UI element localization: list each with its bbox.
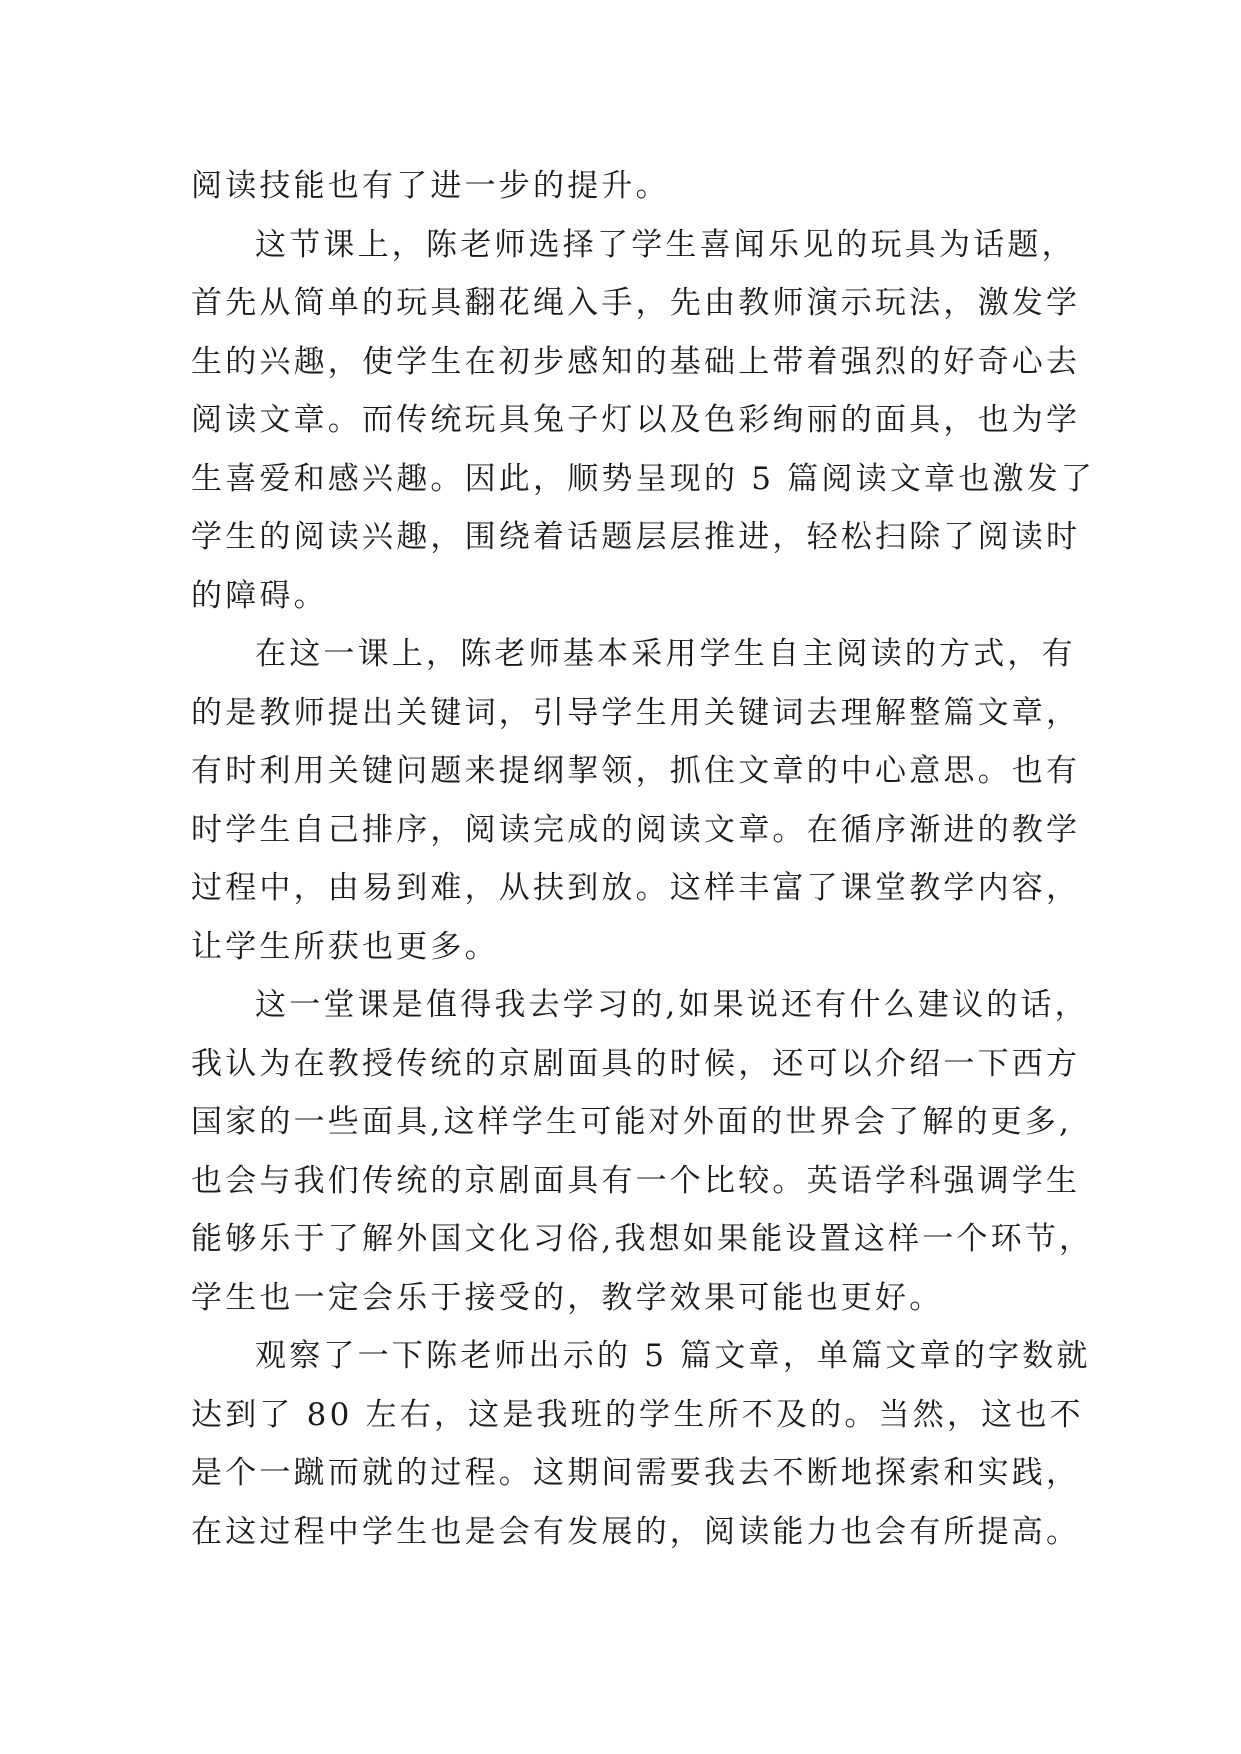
text-line: 也会与我们传统的京剧面具有一个比较。英语学科强调学生	[191, 1162, 1081, 1199]
text-line: 生喜爱和感兴趣。因此，顺势呈现的 5 篇阅读文章也激发了	[191, 460, 1096, 497]
text-line: 阅读文章。而传统玩具兔子灯以及色彩绚丽的面具，也为学	[191, 402, 1081, 438]
text-line: 是个一蹴而就的过程。这期间需要我去不断地探索和实践，	[191, 1455, 1081, 1491]
text-line: 在这过程中学生也是会有发展的，阅读能力也会有所提高。	[191, 1513, 1081, 1550]
text-line: 首先从简单的玩具翻花绳入手，先由教师演示玩法，激发学	[191, 285, 1081, 321]
text-line: 过程中，由易到难，从扶到放。这样丰富了课堂教学内容，	[191, 870, 1081, 906]
text-line: 让学生所获也更多。	[191, 928, 499, 965]
text-line: 的障碍。	[191, 577, 328, 614]
text-line: 达到了 80 左右，这是我班的学生所不及的。当然，这也不	[191, 1396, 1084, 1433]
paragraph-start-line: 这一堂课是值得我去学习的,如果说还有什么建议的话，	[255, 987, 1089, 1023]
text-line: 国家的一些面具,这样学生可能对外面的世界会了解的更多,	[191, 1104, 1073, 1140]
text-line: 我认为在教授传统的京剧面具的时候，还可以介绍一下西方	[191, 1045, 1081, 1082]
text-line: 学生的阅读兴趣，围绕着话题层层推进，轻松扫除了阅读时	[191, 519, 1081, 555]
document-body	[191, 157, 1096, 1561]
text-line: 的是教师提出关键词，引导学生用关键词去理解整篇文章，	[191, 694, 1081, 731]
paragraph-start-line: 观察了一下陈老师出示的 5 篇文章，单篇文章的字数就	[255, 1338, 1091, 1374]
text-line: 阅读技能也有了进一步的提升。	[191, 168, 670, 204]
text-line: 生的兴趣，使学生在初步感知的基础上带着强烈的好奇心去	[191, 343, 1081, 380]
paragraph-start-line: 在这一课上，陈老师基本采用学生自主阅读的方式，有	[255, 636, 1076, 672]
text-line: 能够乐于了解外国文化习俗,我想如果能设置这样一个环节，	[191, 1221, 1094, 1257]
text-line: 时学生自己排序，阅读完成的阅读文章。在循序渐进的教学	[191, 811, 1081, 848]
text-line: 学生也一定会乐于接受的，教学效果可能也更好。	[191, 1279, 944, 1316]
text-line: 有时利用关键问题来提纲挈领，抓住文章的中心意思。也有	[191, 753, 1081, 789]
paragraph-start-line: 这节课上，陈老师选择了学生喜闻乐见的玩具为话题，	[255, 226, 1076, 263]
